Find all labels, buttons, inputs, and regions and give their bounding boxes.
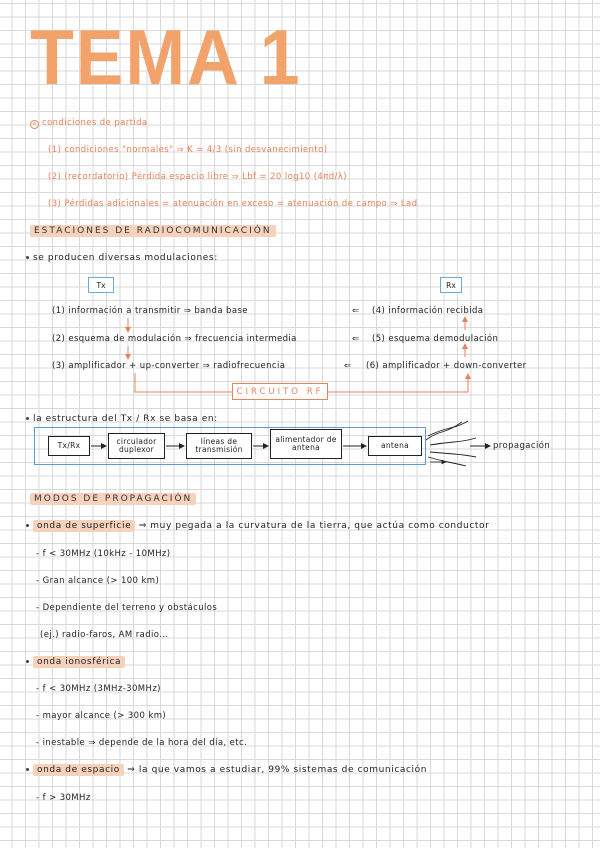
mode-superficie-point-2: - Gran alcance (> 100 km): [36, 576, 160, 586]
conditions-header: a condiciones de partida: [30, 118, 148, 129]
mode-ionosferica-point-2: - mayor alcance (> 300 km): [36, 711, 167, 721]
block-alimentador: alimentador de antena: [270, 429, 342, 459]
circuito-rf-box: CIRCUITO RF: [232, 383, 328, 400]
rx-step-6: (6) amplificador + down-converter: [366, 361, 527, 371]
mode-superficie-example: (ej.) radio-faros, AM radio...: [40, 630, 169, 640]
section-heading-estaciones: ESTACIONES DE RADIOCOMUNICACIÓN: [30, 226, 276, 236]
rx-arrow-2: ⇐: [352, 334, 360, 344]
antenna-waves: [426, 421, 476, 466]
condition-item-2: (2) (recordatorio) Pérdida espacio libre ⇒ Lbf = 20 log10 (4πd/λ): [48, 172, 347, 182]
structure-intro: la estructura del Tx / Rx se basa en:: [26, 414, 218, 424]
rx-arrow-3: ⇐: [344, 361, 352, 371]
condition-item-1: (1) condiciones "normales" ⇒ K = 4/3 (sin desvanecimiento): [48, 145, 328, 155]
rx-step-5: (5) esquema demodulación: [372, 334, 499, 344]
rf-line-left: [135, 373, 232, 392]
mode-espacio: onda de espacio ⇒ la que vamos a estudiar, 99% sistemas de comunicación: [26, 765, 427, 775]
modulations-intro: se producen diversas modulaciones:: [26, 253, 218, 263]
circle-a-icon: a: [30, 120, 39, 129]
rx-arrow-1: ⇐: [352, 306, 360, 316]
mode-superficie-point-1: - f < 30MHz (10kHz - 10MHz): [36, 549, 171, 559]
mode-ionosferica-point-3: - inestable ⇒ depende de la hora del día, etc.: [36, 738, 248, 748]
tx-step-3: (3) amplificador + up-converter ⇒ radiofrecuencia: [52, 361, 286, 371]
block-lineas: líneas de transmisión: [186, 433, 252, 459]
mode-espacio-point-1: - f > 30MHz: [36, 793, 91, 803]
condition-item-3: (3) Pérdidas adicionales = atenuación en exceso = atenuación de campo ⇒ Lad: [48, 199, 418, 209]
mode-superficie: onda de superficie ⇒ muy pegada a la curvatura de la tierra, que actúa como conductor: [26, 521, 489, 531]
page-title: TEMA 1: [30, 13, 302, 101]
rx-label-box: Rx: [440, 277, 462, 293]
mode-ionosferica-point-1: - f < 30MHz (3MHz-30MHz): [36, 684, 161, 694]
rx-step-4: (4) información recibida: [372, 306, 484, 316]
block-circulador: circulador duplexor: [108, 433, 165, 459]
propagation-label: propagación: [493, 441, 551, 451]
tx-step-2: (2) esquema de modulación ⇒ frecuencia intermedia: [52, 334, 297, 344]
section-heading-modos: MODOS DE PROPAGACIÓN: [30, 494, 196, 504]
rf-line-right: [328, 376, 468, 392]
mode-ionosferica: onda ionosférica: [26, 657, 125, 667]
tx-step-1: (1) información a transmitir ⇒ banda base: [52, 306, 248, 316]
block-antena: antena: [368, 436, 422, 456]
mode-superficie-point-3: - Dependiente del terreno y obstáculos: [36, 603, 218, 613]
block-txrx: Tx/Rx: [48, 436, 90, 456]
tx-label-box: Tx: [88, 277, 114, 293]
